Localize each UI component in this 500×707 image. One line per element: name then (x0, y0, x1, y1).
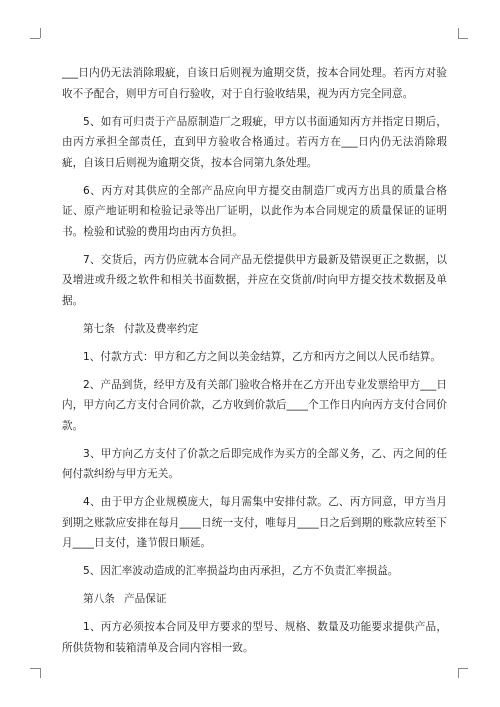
section-title: 产品保证 (123, 593, 167, 605)
paragraph: ___日内仍无法消除瑕疵，自该日后则视为逾期交货，按本合同处理。若丙方对验收不予配合，则甲方可自行验收，对于自行验收结果，视为丙方完全同意。 (62, 67, 447, 100)
paragraph: 1、付款方式：甲方和乙方之间以美金结算，乙方和丙方之间以人民币结算。 (83, 350, 442, 363)
paragraph: 1、丙方必须按本合同及甲方要求的型号、规格、数量及功能要求提供产品，所供货物和装箱清单及合同内容相一致。 (62, 621, 447, 654)
paragraph: 5、如有可归责于产品原制造厂之瑕疵，甲方以书面通知丙方并指定日期后，由丙方承担全部责任，直到甲方验收合格通过。若丙方在___日内仍无法消除瑕疵，自该日后则视为逾期交货，按本合同第九条处理。 (62, 115, 447, 169)
document-body (62, 63, 447, 666)
paragraph: 2、产品到货，经甲方及有关部门验收合格并在乙方开出专业发票给甲方___日内，甲方向乙方支付合同价款，乙方收到价款后____个工作日内向丙方支付合同价款。 (62, 378, 447, 432)
section-title: 付款及费率约定 (123, 322, 199, 335)
paragraph: 3、甲方向乙方支付了价款之后即完成作为买方的全部义务，乙、丙之间的任何付款纠纷与甲方无关。 (62, 447, 447, 480)
section-heading-7 (62, 319, 447, 340)
paragraph: 6、丙方对其供应的全部产品应向甲方提交由制造厂或丙方出具的质量合格证、原产地证明和检验记录等出厂证明，以此作为本合同规定的质量保证的证明书。检验和试验的费用均由丙方负担。 (62, 184, 447, 238)
paragraph: 4、由于甲方企业规模庞大，每月需集中安排付款。乙、丙方同意，甲方当月到期之账款应安排在每月____日统一支付，唯每月____日之后到期的账款应转至下月____日支付，逢节假日顺延。 (62, 496, 447, 549)
section-heading-8 (62, 589, 447, 610)
paragraph: 5、因汇率波动造成的汇率损益均由丙承担，乙方不负责汇率损益。 (83, 565, 399, 577)
paragraph: 7、交货后，丙方仍应就本合同产品无偿提供甲方最新及错误更正之数据，以及增进或升级之软件和相关书面数据，并应在交货前/时向甲方提交技术数据及单据。 (62, 253, 447, 307)
section-number: 第八条 (83, 593, 115, 605)
section-number: 第七条 (83, 322, 115, 335)
